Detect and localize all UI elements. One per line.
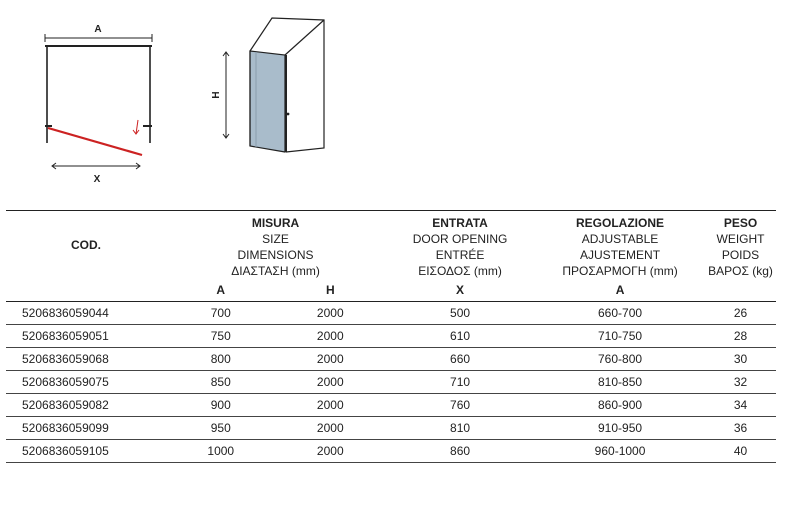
weight-cell: 40: [705, 440, 776, 463]
size-a-cell: 900: [166, 394, 276, 417]
cod-header: COD.: [71, 238, 101, 252]
size-a-cell: 850: [166, 371, 276, 394]
subheader-adjust-a: A: [535, 279, 705, 302]
label-h: H: [211, 91, 222, 99]
label-a: A: [94, 24, 102, 35]
table-row: [6, 348, 776, 371]
size-header: [166, 211, 385, 280]
entry-line-2: ENTRÉE: [435, 248, 485, 262]
size-h-cell: 2000: [276, 348, 386, 371]
shower-door-diagram: [0, 0, 785, 205]
subheader-entry-x: X: [385, 279, 535, 302]
weight-cell: 32: [705, 371, 776, 394]
entry-cell: 810: [385, 417, 535, 440]
weight-line-1: WEIGHT: [716, 232, 765, 246]
weight-cell: 28: [705, 325, 776, 348]
weight-line-3: ΒΑΡΟΣ (kg): [708, 264, 773, 278]
size-h-cell: 2000: [276, 371, 386, 394]
subheader-weight-empty: [705, 279, 776, 302]
size-h-cell: 2000: [276, 440, 386, 463]
weight-cell: 34: [705, 394, 776, 417]
subheader-size-h: H: [276, 279, 386, 302]
table-row: [6, 417, 776, 440]
code-cell: 5206836059099: [6, 417, 166, 440]
size-h-cell: 2000: [276, 417, 386, 440]
adjust-cell: 660-700: [535, 302, 705, 325]
plan-view-drawing: [45, 34, 152, 169]
adjust-cell: 910-950: [535, 417, 705, 440]
adjust-cell: 960-1000: [535, 440, 705, 463]
table-row: [6, 394, 776, 417]
adjust-cell: 860-900: [535, 394, 705, 417]
code-cell: 5206836059044: [6, 302, 166, 325]
spec-table: [6, 210, 776, 463]
size-a-cell: 750: [166, 325, 276, 348]
subheader-row: [6, 279, 776, 302]
entry-cell: 710: [385, 371, 535, 394]
door-swing-arrow: [48, 120, 142, 155]
entry-line-1: DOOR OPENING: [412, 232, 508, 246]
weight-header: [705, 211, 776, 280]
entry-cell: 500: [385, 302, 535, 325]
adjust-line-1: ADJUSTABLE: [581, 232, 659, 246]
subheader-size-a: A: [166, 279, 276, 302]
adjust-line-2: AJUSTEMENT: [580, 248, 661, 262]
adjust-cell: 710-750: [535, 325, 705, 348]
size-a-cell: 700: [166, 302, 276, 325]
entry-cell: 610: [385, 325, 535, 348]
adjust-title: REGOLAZIONE: [576, 216, 665, 230]
perspective-view-drawing: [223, 18, 324, 152]
size-line-2: DIMENSIONS: [237, 248, 314, 262]
size-line-3: ΔΙΑΣΤΑΣΗ (mm): [231, 264, 320, 278]
table-row: [6, 302, 776, 325]
subheader-empty: [6, 279, 166, 302]
size-a-cell: 1000: [166, 440, 276, 463]
table-row: [6, 325, 776, 348]
entry-line-3: ΕΙΣΟΔΟΣ (mm): [418, 264, 502, 278]
weight-cell: 36: [705, 417, 776, 440]
weight-line-2: POIDS: [721, 248, 760, 262]
weight-title: PESO: [723, 216, 758, 230]
size-line-1: SIZE: [262, 232, 289, 246]
adjust-header: [535, 211, 705, 280]
entry-cell: 760: [385, 394, 535, 417]
code-cell: 5206836059075: [6, 371, 166, 394]
entry-header: [385, 211, 535, 280]
size-h-cell: 2000: [276, 302, 386, 325]
code-cell: 5206836059105: [6, 440, 166, 463]
header-row: [6, 211, 776, 280]
entry-cell: 860: [385, 440, 535, 463]
code-cell: 5206836059068: [6, 348, 166, 371]
adjust-line-3: ΠΡΟΣΑΡΜΟΓΗ (mm): [562, 264, 678, 278]
size-a-cell: 800: [166, 348, 276, 371]
table-row: [6, 440, 776, 463]
adjust-cell: 760-800: [535, 348, 705, 371]
size-title: MISURA: [251, 216, 300, 230]
table-row: [6, 371, 776, 394]
code-cell: 5206836059051: [6, 325, 166, 348]
entry-cell: 660: [385, 348, 535, 371]
label-x: X: [93, 174, 101, 185]
size-h-cell: 2000: [276, 394, 386, 417]
adjust-cell: 810-850: [535, 371, 705, 394]
code-cell: 5206836059082: [6, 394, 166, 417]
weight-cell: 30: [705, 348, 776, 371]
size-a-cell: 950: [166, 417, 276, 440]
entry-title: ENTRATA: [432, 216, 488, 230]
weight-cell: 26: [705, 302, 776, 325]
size-h-cell: 2000: [276, 325, 386, 348]
